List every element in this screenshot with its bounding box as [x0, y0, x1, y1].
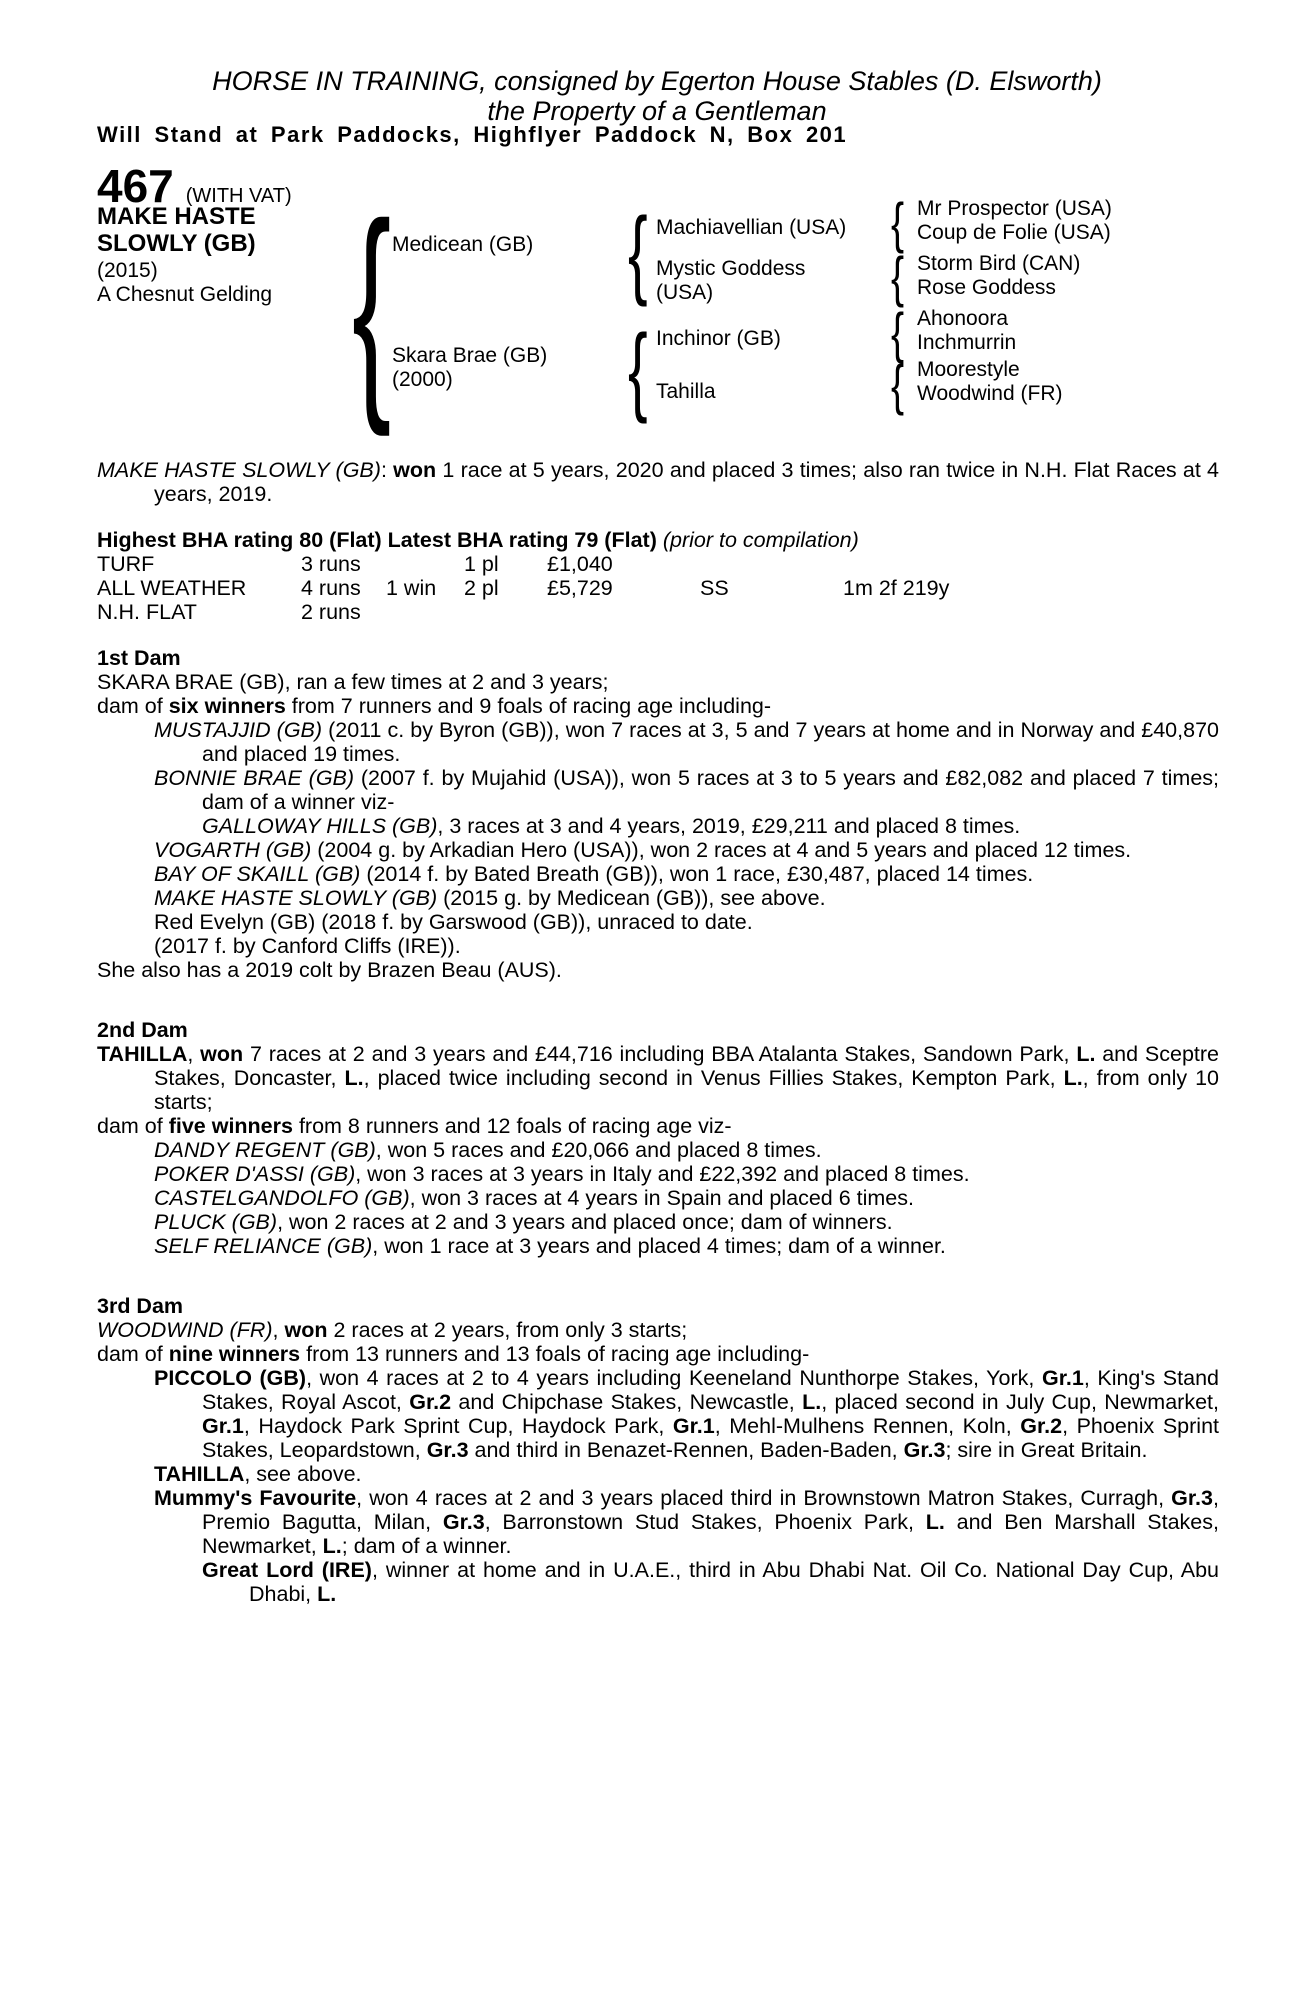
- dam-section-heading: 2nd Dam: [97, 1018, 188, 1042]
- race-record-cell-surface: [700, 552, 843, 576]
- great-grandparent: Woodwind (FR): [917, 382, 1063, 405]
- race-record-cell-earnings: £1,040: [547, 552, 613, 576]
- horse-name-line2: SLOWLY (GB): [97, 230, 256, 257]
- sire-name: Medicean (GB): [392, 233, 534, 256]
- dam-name: Skara Brae (GB): [392, 344, 548, 367]
- race-record-cell-earnings: £5,729: [547, 576, 613, 600]
- pedigree-brace-main: [352, 196, 391, 415]
- catalogue-paragraph: SELF RELIANCE (GB), won 1 race at 3 years and placed 4 times; dam of a winner.: [154, 1234, 946, 1258]
- race-record-cell-surface: [700, 600, 843, 624]
- catalogue-paragraph: BAY OF SKAILL (GB) (2014 f. by Bated Breath (GB)), won 1 race, £30,487, placed 14 times.: [154, 862, 1034, 886]
- catalogue-paragraph: BONNIE BRAE (GB) (2007 f. by Mujahid (USA)), won 5 races at 3 to 5 years and £82,082 and placed 7 times; dam of a winner viz-: [154, 766, 1219, 814]
- catalogue-paragraph: (2017 f. by Canford Cliffs (IRE)).: [154, 934, 461, 958]
- race-record-table: [97, 552, 1219, 624]
- great-grandparent: Storm Bird (CAN): [917, 252, 1081, 275]
- granddam-paternal: Mystic Goddess: [656, 257, 806, 280]
- pedigree-brace-gg4: [891, 359, 904, 411]
- catalogue-paragraph: PLUCK (GB), won 2 races at 2 and 3 years and placed once; dam of winners.: [154, 1210, 893, 1234]
- catalogue-paragraph: Red Evelyn (GB) (2018 f. by Garswood (GB)), unraced to date.: [154, 910, 753, 934]
- catalogue-text: [97, 458, 1219, 1606]
- race-record-cell-wins: [386, 600, 464, 624]
- pedigree-brace-gg2: [891, 251, 904, 303]
- catalogue-paragraph: Great Lord (IRE), winner at home and in U.A.E., third in Abu Dhabi Nat. Oil Co. National Day Cup, Abu Dhabi, L.: [202, 1558, 1219, 1606]
- property-line: the Property of a Gentleman: [487, 96, 827, 126]
- catalogue-paragraph: PICCOLO (GB), won 4 races at 2 to 4 years including Keeneland Nunthorpe Stakes, York, Gr.1, King's Stand Stakes, Royal Ascot, Gr.2 and Chipchase Stakes, Newcastle, L., placed second in July Cup, Newmarket, Gr.1, Haydock Park Sprint Cup, Haydock Park, Gr.1, Mehl-Mulhens Rennen, Koln, Gr.2, Phoenix Sprint Stakes, Leopardstown, Gr.3 and third in Benazet-Rennen, Baden-Baden, Gr.3; sire in Great Britain.: [154, 1366, 1220, 1462]
- great-grandparent: Inchmurrin: [917, 331, 1017, 354]
- race-record-cell-runs: 2 runs: [301, 600, 361, 624]
- race-record-cell-wins: [386, 552, 464, 576]
- catalogue-paragraph: dam of nine winners from 13 runners and 13 foals of racing age including-: [97, 1342, 810, 1366]
- granddam-maternal: Tahilla: [656, 380, 716, 403]
- catalogue-paragraph: dam of five winners from 8 runners and 12 foals of racing age viz-: [97, 1114, 732, 1138]
- great-grandparent: Mr Prospector (USA): [917, 197, 1112, 220]
- vat-note: (WITH VAT): [185, 185, 292, 207]
- great-grandparent: Moorestyle: [917, 358, 1020, 381]
- consignor-line: HORSE IN TRAINING, consigned by Egerton House Stables (D. Elsworth): [212, 66, 1102, 96]
- catalogue-paragraph: She also has a 2019 colt by Brazen Beau (AUS).: [97, 958, 562, 982]
- race-record-cell-distance: [843, 552, 1219, 576]
- horse-name-line1: MAKE HASTE: [97, 203, 256, 230]
- catalogue-paragraph: MAKE HASTE SLOWLY (GB) (2015 g. by Medicean (GB)), see above.: [154, 886, 826, 910]
- catalogue-paragraph: WOODWIND (FR), won 2 races at 2 years, from only 3 starts;: [97, 1318, 688, 1342]
- catalogue-paragraph: dam of six winners from 7 runners and 9 foals of racing age including-: [97, 694, 772, 718]
- race-record-cell-places: 1 pl: [464, 552, 499, 576]
- catalogue-paragraph: Mummy's Favourite, won 4 races at 2 and 3 years placed third in Brownstown Matron Stakes, Curragh, Gr.3, Premio Bagutta, Milan, Gr.3, Barronstown Stud Stakes, Phoenix Park, L. and Ben Marshall Stakes, Newmarket, L.; dam of a winner.: [154, 1486, 1219, 1558]
- catalogue-paragraph: MUSTAJJID (GB) (2011 c. by Byron (GB)), won 7 races at 3, 5 and 7 years at home and in Norway and £40,870 and placed 19 times.: [154, 718, 1219, 766]
- catalogue-paragraph: Highest BHA rating 80 (Flat) Latest BHA rating 79 (Flat) (prior to compilation): [97, 528, 859, 552]
- dam-section-heading: 3rd Dam: [97, 1294, 184, 1318]
- horse-description: A Chesnut Gelding: [97, 283, 273, 306]
- race-record-cell-distance: [843, 600, 1219, 624]
- dam-year: (2000): [392, 368, 453, 391]
- pedigree-brace-gg1: [891, 197, 904, 249]
- race-record-cell-runs: 4 runs: [301, 576, 361, 600]
- grandsire-paternal: Machiavellian (USA): [656, 216, 847, 239]
- grandsire-maternal: Inchinor (GB): [656, 327, 781, 350]
- stabling-line: Will Stand at Park Paddocks, Highflyer Paddock N, Box 201: [97, 122, 848, 147]
- race-record-cell-places: [464, 600, 547, 624]
- catalogue-paragraph: TAHILLA, see above.: [154, 1462, 362, 1486]
- race-record-cell-earnings: [547, 600, 700, 624]
- great-grandparent: Ahonoora: [917, 307, 1009, 330]
- catalogue-paragraph: GALLOWAY HILLS (GB), 3 races at 3 and 4 years, 2019, £29,211 and placed 8 times.: [202, 814, 1021, 838]
- great-grandparent: Rose Goddess: [917, 276, 1056, 299]
- catalogue-paragraph: DANDY REGENT (GB), won 5 races and £20,066 and placed 8 times.: [154, 1138, 822, 1162]
- race-record-cell-category: TURF: [97, 552, 155, 576]
- catalogue-paragraph: TAHILLA, won 7 races at 2 and 3 years and £44,716 including BBA Atalanta Stakes, Sandown Park, L. and Sceptre Stakes, Doncaster, L., placed twice including second in Venus Fillies Stakes, Kempton Park, L., from only 10 starts;: [97, 1042, 1220, 1114]
- great-grandparent: Coup de Folie (USA): [917, 221, 1111, 244]
- pedigree-brace-sire-parents: [628, 206, 648, 298]
- catalogue-paragraph: VOGARTH (GB) (2004 g. by Arkadian Hero (USA)), won 2 races at 4 and 5 years and placed 12 times.: [154, 838, 1132, 862]
- catalogue-paragraph: POKER D'ASSI (GB), won 3 races at 3 years in Italy and £22,392 and placed 8 times.: [154, 1162, 970, 1186]
- catalogue-paragraph: CASTELGANDOLFO (GB), won 3 races at 4 years in Spain and placed 6 times.: [154, 1186, 914, 1210]
- race-record-cell-places: 2 pl: [464, 576, 499, 600]
- race-record-cell-runs: 3 runs: [301, 552, 361, 576]
- pedigree-brace-gg3: [891, 307, 904, 359]
- race-record-cell-surface: SS: [700, 576, 729, 600]
- dam-section-heading: 1st Dam: [97, 646, 181, 670]
- horse-name: [97, 203, 256, 257]
- race-record-cell-category: ALL WEATHER: [97, 576, 247, 600]
- lot-number: 467: [97, 160, 174, 212]
- race-record-cell-distance: 1m 2f 219y: [843, 576, 950, 600]
- granddam-paternal-suffix: (USA): [656, 281, 714, 304]
- catalogue-paragraph: MAKE HASTE SLOWLY (GB): won 1 race at 5 years, 2020 and placed 3 times; also ran twice in N.H. Flat Races at 4 years, 2019.: [97, 458, 1220, 506]
- race-record-cell-wins: 1 win: [386, 576, 437, 600]
- pedigree-brace-dam-parents: [628, 323, 648, 415]
- race-record-cell-category: N.H. FLAT: [97, 600, 197, 624]
- foaling-year: (2015): [97, 259, 158, 282]
- catalogue-paragraph: SKARA BRAE (GB), ran a few times at 2 and 3 years;: [97, 670, 609, 694]
